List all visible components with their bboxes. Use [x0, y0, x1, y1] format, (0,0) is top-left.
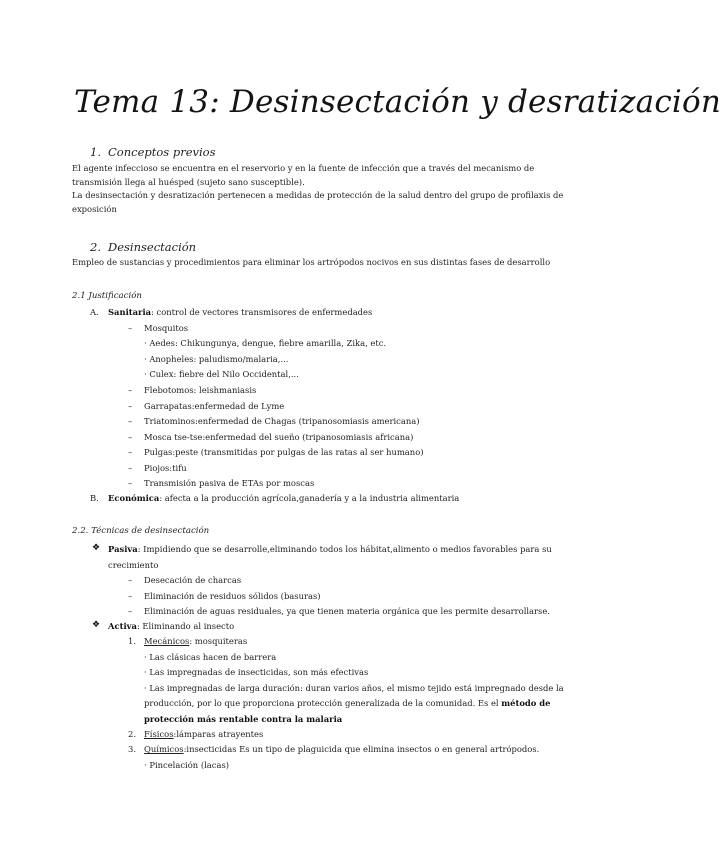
activa-text: : Eliminando al insecto: [136, 621, 235, 631]
dash-bullet: –: [128, 478, 133, 488]
vector-item: [128, 384, 256, 396]
subsection-2-2-heading: 2.2. Técnicas de desinsectación: [72, 526, 210, 536]
mecanicos-sub-item: · Las impregnadas de insecticidas, son más efectivas: [144, 667, 369, 677]
mecanicos-text: : mosquiteras: [189, 636, 248, 646]
vector-text: Transmisión pasiva de ETAs por moscas: [144, 478, 315, 488]
paragraph-line: El agente infeccioso se encuentra en el reservorio y en la fuente de infección que a través del mecanismo de: [72, 163, 535, 173]
vector-item: [128, 462, 187, 474]
mosquito-sub-item: · Aedes: Chikungunya, dengue, fiebre amarilla, Zika, etc.: [144, 338, 387, 348]
sanitaria-text: : control de vectores transmisores de enfermedades: [151, 307, 373, 317]
economica-text: : afecta a la producción agrícola,ganadería y a la industria alimentaria: [159, 493, 460, 503]
section-1-heading: [90, 145, 216, 159]
pasiva-sub-item: [128, 605, 550, 617]
pasiva-sub-item: [128, 590, 321, 602]
page-title: Tema 13: Desinsectación y desratización: [74, 84, 721, 120]
malaria-highlight-2: [144, 713, 342, 725]
sanitaria-item: [108, 306, 372, 318]
section-1-title: Conceptos previos: [108, 145, 216, 159]
mecanicos-continuation: [144, 697, 550, 709]
dash-bullet: –: [128, 401, 133, 411]
pasiva-sub-item: [128, 574, 241, 586]
quimicos-sub-item: · Pincelación (lacas): [144, 760, 230, 770]
section-1-number: 1.: [90, 145, 101, 159]
dash-bullet: –: [128, 385, 133, 395]
mosquitos-item: [128, 322, 188, 334]
section-2-heading: [90, 240, 196, 254]
paragraph-line: La desinsectación y desratización pertenecen a medidas de protección de la salud dentro del grupo de profilaxis de: [72, 190, 564, 201]
vector-text: Flebotomos: leishmaniasis: [144, 385, 257, 395]
dash-bullet: –: [128, 447, 133, 457]
dash-bullet: –: [128, 463, 133, 473]
vector-text: Mosca tse-tse:enfermedad del sueño (tripanosomiasis africana): [144, 432, 414, 442]
mecanicos-sub-item: · Las impregnadas de larga duración: duran varios años, el mismo tejido está impregnado desde la: [144, 683, 564, 693]
dash-bullet: –: [128, 416, 133, 426]
dash-bullet: –: [128, 323, 133, 333]
list-marker-b: B.: [90, 493, 99, 503]
section-2-title: Desinsectación: [108, 240, 197, 254]
vector-text: Piojos:tifu: [144, 463, 187, 473]
mosquitos-label: Mosquitos: [144, 323, 189, 333]
list-marker-a: A.: [90, 307, 99, 317]
mosquito-sub-item: · Anopheles: paludismo/malaria,...: [144, 354, 289, 364]
quimicos-label: Químicos: [144, 744, 184, 754]
subsection-2-1-heading: 2.1 Justificación: [72, 291, 142, 301]
quimicos-item: [144, 743, 539, 755]
fisicos-text: :lámparas atrayentes: [173, 729, 264, 739]
pasiva-sub-text: Eliminación de residuos sólidos (basuras): [144, 591, 321, 601]
fisicos-label: Físicos: [144, 729, 174, 739]
pasiva-continuation: crecimiento: [108, 560, 159, 570]
pasiva-sub-text: Eliminación de aguas residuales, ya que tienen materia orgánica que les permite desarrollarse.: [144, 606, 550, 616]
malaria-highlight-text: protección más rentable contra la malaria: [144, 714, 343, 724]
section-1-paragraph: [72, 162, 563, 216]
paragraph-line: transmisión llega al huésped (sujeto sano susceptible).: [72, 176, 305, 187]
list-marker-3: 3.: [128, 744, 136, 754]
activa-label: Activa: [108, 621, 137, 631]
list-marker-2: 2.: [128, 729, 136, 739]
mecanicos-sub-item: · Las clásicas hacen de barrera: [144, 652, 277, 662]
mosquito-sub-item: · Culex: fiebre del Nilo Occidental,...: [144, 369, 299, 379]
sanitaria-label: Sanitaria: [108, 307, 152, 317]
pasiva-text: : Impidiendo que se desarrolle,eliminando todos los hábitat,alimento o medios favorables para su: [137, 544, 552, 554]
dash-bullet: –: [128, 575, 133, 585]
mecanicos-label: Mecánicos: [144, 636, 190, 646]
vector-text: Garrapatas:enfermedad de Lyme: [144, 401, 285, 411]
diamond-bullet-icon: ❖: [92, 543, 101, 553]
vector-item: [128, 431, 413, 443]
section-2-intro: Empleo de sustancias y procedimientos para eliminar los artrópodos nocivos en sus distintas fases de desarrollo: [72, 257, 551, 267]
quimicos-text: :insecticidas Es un tipo de plaguicida que elimina insectos o en general artrópodos.: [183, 744, 540, 754]
economica-label: Económica: [108, 493, 160, 503]
vector-text: Pulgas:peste (transmitidas por pulgas de las ratas al ser humano): [144, 447, 424, 457]
pasiva-label: Pasiva: [108, 544, 138, 554]
dash-bullet: –: [128, 432, 133, 442]
economica-item: [108, 492, 459, 504]
vector-item: [128, 415, 420, 427]
mecanicos-cont-text: producción, por lo que proporciona protección generalizada de la comunidad. Es el: [144, 698, 502, 708]
fisicos-item: [144, 728, 263, 740]
vector-item: [128, 400, 284, 412]
vector-item: [128, 446, 424, 458]
pasiva-sub-text: Desecación de charcas: [144, 575, 242, 585]
paragraph-line: exposición: [72, 203, 117, 214]
dash-bullet: –: [128, 606, 133, 616]
section-2-number: 2.: [90, 240, 101, 254]
dash-bullet: –: [128, 591, 133, 601]
diamond-bullet-icon: ❖: [92, 620, 101, 630]
vector-text: Triatominos:enfermedad de Chagas (tripanosomiasis americana): [144, 416, 420, 426]
list-marker-1: 1.: [128, 636, 136, 646]
activa-item: [108, 620, 234, 632]
vector-item: [128, 477, 314, 489]
pasiva-item: [108, 543, 552, 555]
malaria-highlight-1: método de: [501, 698, 551, 708]
mecanicos-item: [144, 635, 247, 647]
